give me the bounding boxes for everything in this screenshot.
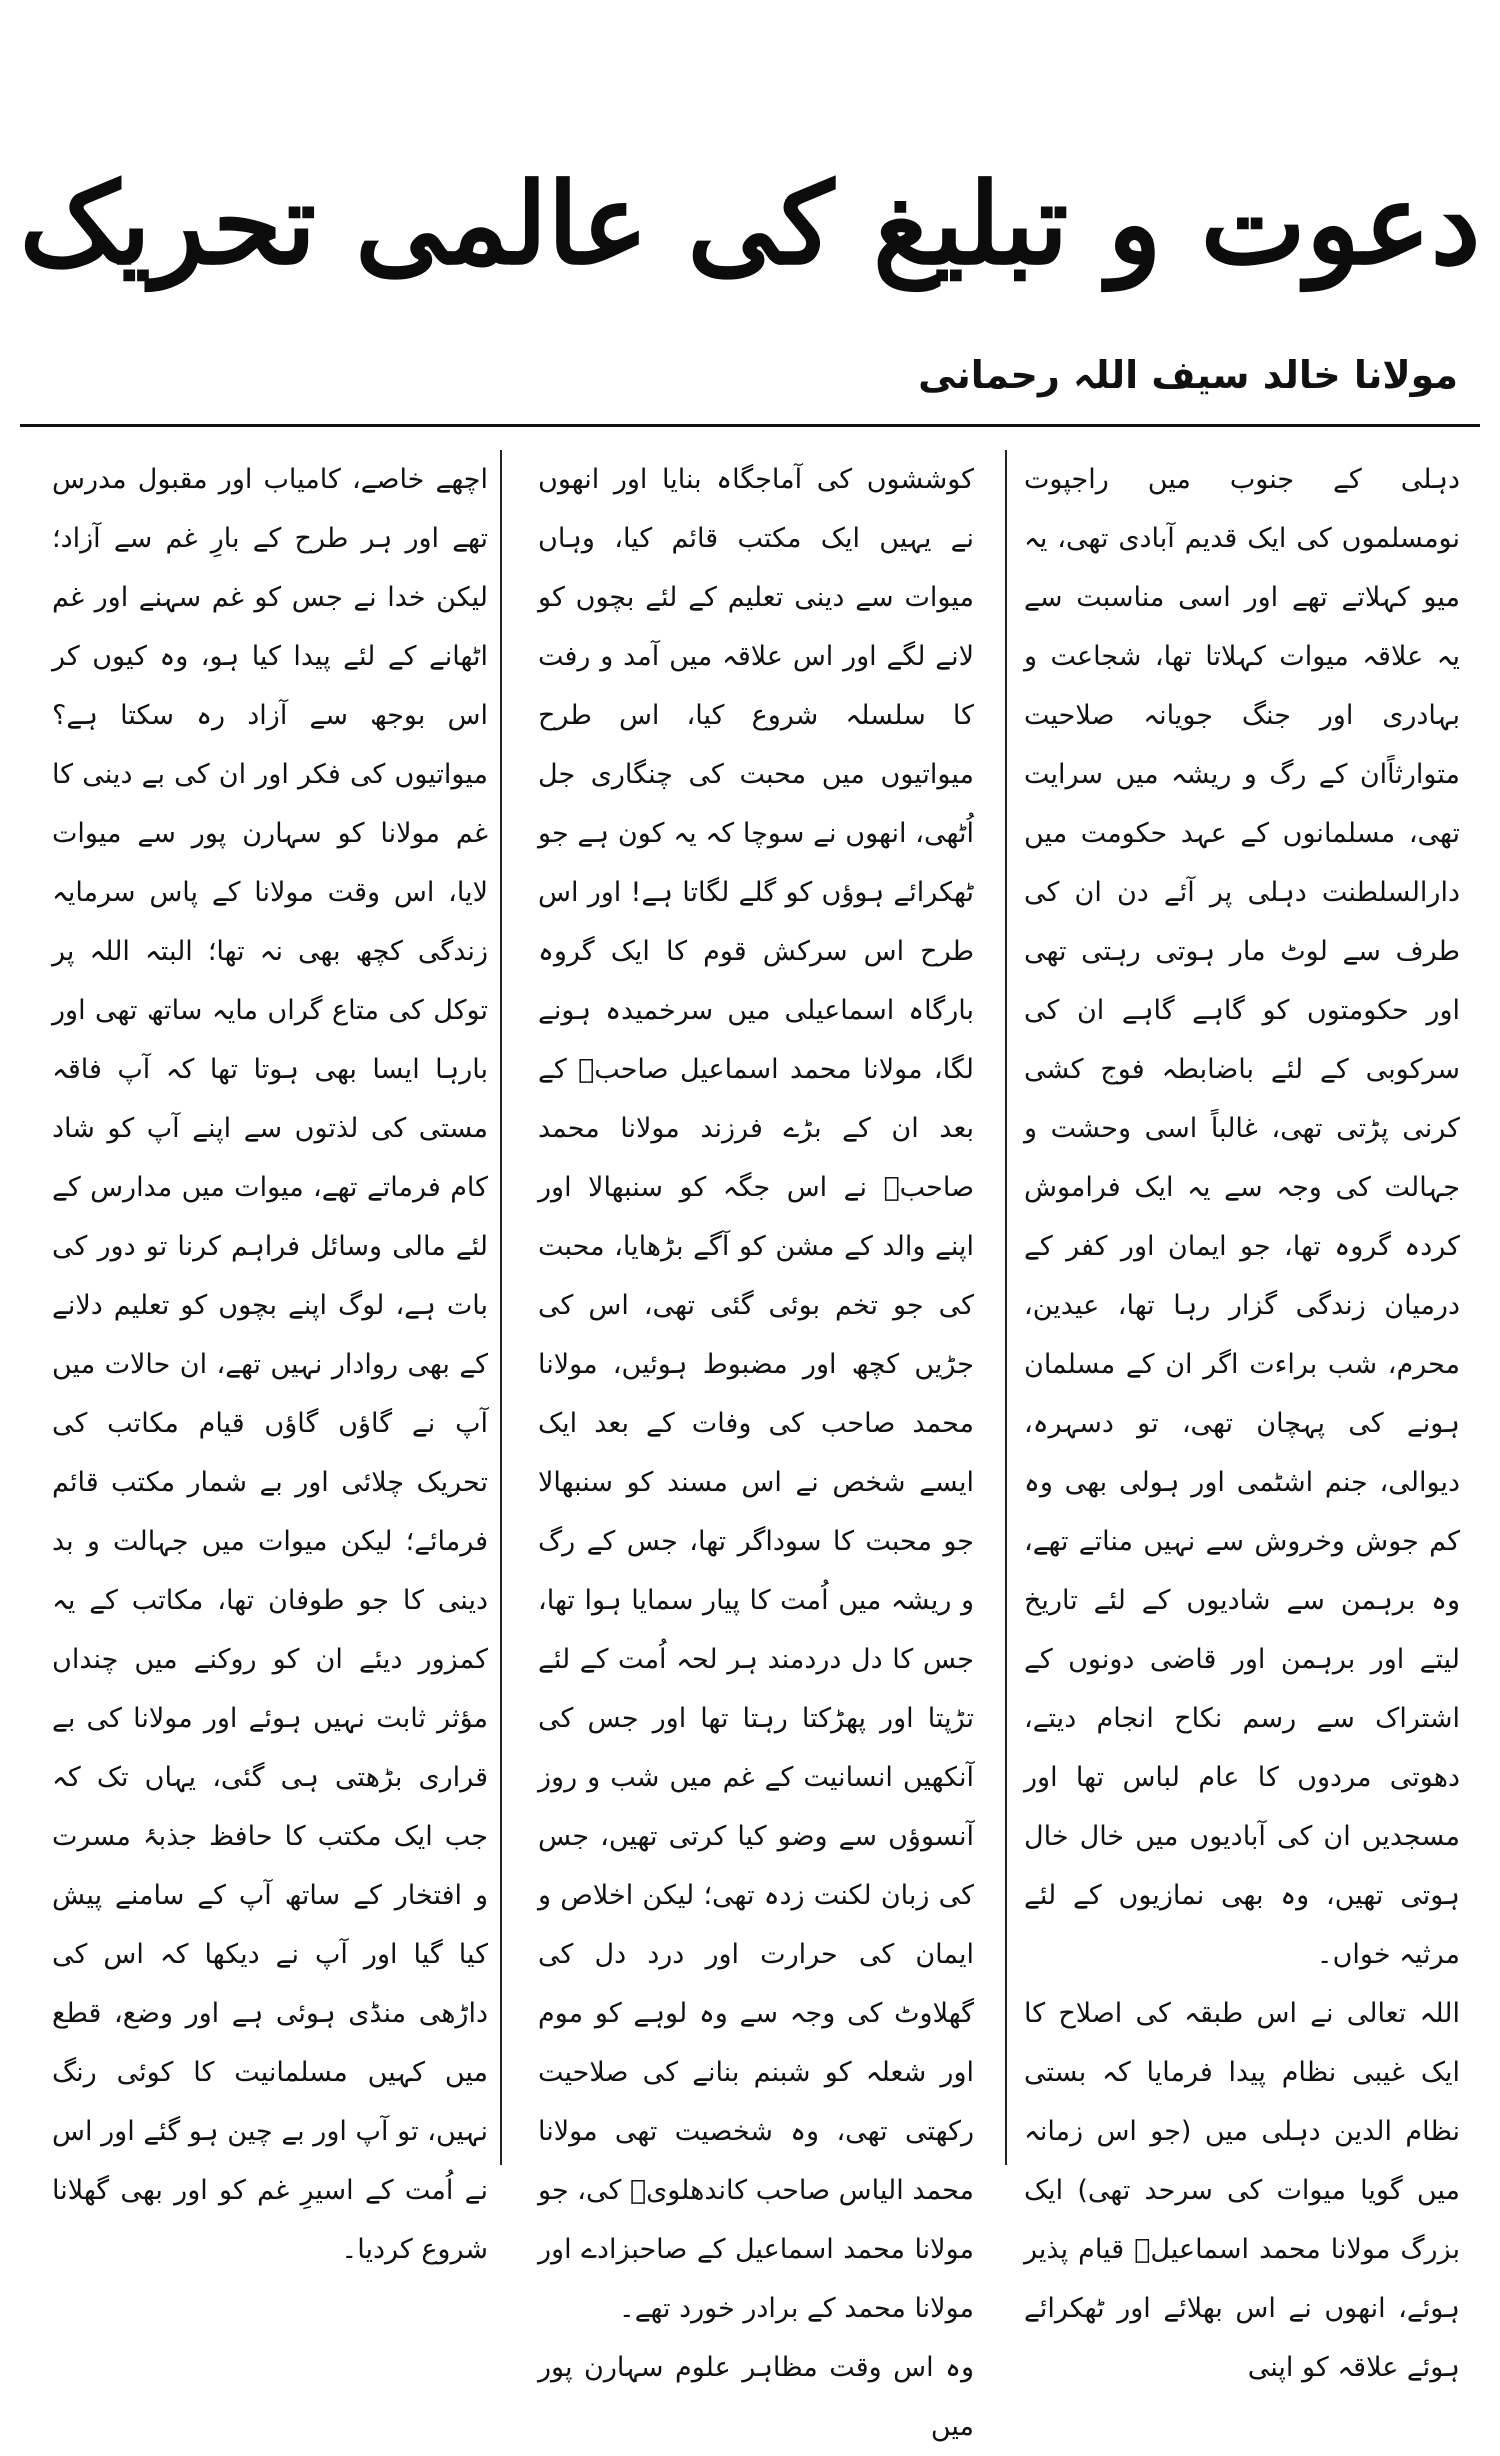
text-column-2 <box>538 450 974 2442</box>
paragraph: اللہ تعالی نے اس طبقہ کی اصلاح کا ایک غیبی نظام پیدا فرمایا کہ بستی نظام الدین دہلی میں (جو اس زمانہ میں گویا میوات کی سرحد تھی) ایک بزرگ مولانا محمد اسماعیلؒ قیام پذیر ہوئے، انھوں نے اس بھلائے اور ٹھکرائے ہوئے علاقہ کو اپنی <box>1024 1998 1460 2383</box>
paragraph: کوششوں کی آماجگاہ بنایا اور انھوں نے یہیں ایک مکتب قائم کیا، وہاں میوات سے دینی تعلیم کے لئے بچوں کو لانے لگے اور اس علاقہ میں آمد و رفت کا سلسلہ شروع کیا، اس طرح میواتیوں میں محبت کی چنگاری جل اُٹھی، انھوں نے سوچا کہ یہ کون ہے جو ٹھکرائے ہوؤں کو گلے لگاتا ہے! اور اس طرح اس سرکش قوم کا ایک گروہ بارگاہ اسماعیلی میں سرخمیدہ ہونے لگا، مولانا محمد اسماعیل صاحبؒ کے بعد ان کے بڑے فرزند مولانا محمد صاحبؒ نے اس جگہ کو سنبھالا اور اپنے والد کے مشن کو آگے بڑھایا، محبت کی جو تخم بوئی گئی تھی، اس کی جڑیں کچھ اور مضبوط ہوئیں، مولانا محمد صاحب کی وفات کے بعد ایک ایسے شخص نے اس مسند کو سنبھالا جو محبت کا سوداگر تھا، جس کے رگ و ریشہ میں اُمت کا پیار سمایا ہوا تھا، جس کا دل دردمند ہر لحہ اُمت کے لئے تڑپتا اور پھڑکتا رہتا تھا اور جس کی آنکھیں انسانیت کے غم میں شب و روز آنسوؤں سے وضو کیا کرتی تھیں، جس کی زبان لکنت زدہ تھی؛ لیکن اخلاص و ایمان کی حرارت اور درد دل کی گھلاوٹ کی وجہ سے وہ لوہے کو موم اور شعلہ کو شبنم بنانے کی صلاحیت رکھتی تھی، وہ شخصیت تھی مولانا محمد الیاس صاحب کاندھلویؒ کی، جو مولانا محمد اسماعیل کے صاحبزادے اور مولانا محمد کے برادر خورد تھے۔ <box>538 464 974 2324</box>
column-divider <box>500 450 502 2165</box>
text-column-1 <box>1024 450 1460 2383</box>
article-title: دعوت و تبلیغ کی عالمی تحریک <box>19 159 1481 290</box>
paragraph: اچھے خاصے، کامیاب اور مقبول مدرس تھے اور ہر طرح کے بارِ غم سے آزاد؛ لیکن خدا نے جس کو غم سہنے اور غم اٹھانے کے لئے پیدا کیا ہو، وہ کیوں کر اس بوجھ سے آزاد رہ سکتا ہے؟ میواتیوں کی فکر اور ان کی بے دینی کا غم مولانا کو سہارن پور سے میوات لایا، اس وقت مولانا کے پاس سرمایہ زندگی کچھ بھی نہ تھا؛ البتہ اللہ پر توکل کی متاع گراں مایہ ساتھ تھی اور بارہا ایسا بھی ہوتا تھا کہ آپ فاقہ مستی کی لذتوں سے اپنے آپ کو شاد کام فرماتے تھے، میوات میں مدارس کے لئے مالی وسائل فراہم کرنا تو دور کی بات ہے، لوگ اپنے بچوں کو تعلیم دلانے کے بھی روادار نہیں تھے، ان حالات میں آپ نے گاؤں گاؤں قیام مکاتب کی تحریک چلائی اور بے شمار مکتب قائم فرمائے؛ لیکن میوات میں جہالت و بد دینی کا جو طوفان تھا، مکاتب کے یہ کمزور دیئے ان کو روکنے میں چنداں مؤثر ثابت نہیں ہوئے اور مولانا کی بے قراری بڑھتی ہی گئی، یہاں تک کہ جب ایک مکتب کا حافظ جذبۂ مسرت و افتخار کے ساتھ آپ کے سامنے پیش کیا گیا اور آپ نے دیکھا کہ اس کی داڑھی منڈی ہوئی ہے اور وضع، قطع میں کہیں مسلمانیت کا کوئی رنگ نہیں، تو آپ اور بے چین ہو گئے اور اس نے اُمت کے اسیرِ غم کو اور بھی گھلانا شروع کردیا۔ <box>52 464 488 2265</box>
article-author: مولانا خالد سیف اللہ رحمانی <box>918 353 1458 397</box>
column-divider <box>1005 450 1007 2165</box>
paragraph: وہ اس وقت مظاہر علوم سہارن پور میں <box>538 2352 974 2442</box>
header-divider <box>20 424 1480 427</box>
paragraph: دہلی کے جنوب میں راجپوت نومسلموں کی ایک قدیم آبادی تھی، یہ میو کہلاتے تھے اور اسی مناسبت سے یہ علاقہ میوات کہلاتا تھا، شجاعت و بہادری اور جنگ جویانہ صلاحیت متوارثاًان کے رگ و ریشہ میں سرایت تھی، مسلمانوں کے عہد حکومت میں دارالسلطنت دہلی پر آئے دن ان کی طرف سے لوٹ مار ہوتی رہتی تھی اور حکومتوں کو گاہے گاہے ان کی سرکوبی کے لئے باضابطہ فوج کشی کرنی پڑتی تھی، غالباً اسی وحشت و جہالت کی وجہ سے یہ ایک فراموش کردہ گروہ تھا، جو ایمان اور کفر کے درمیان زندگی گزار رہا تھا، عیدین، محرم، شب براءت اگر ان کے مسلمان ہونے کی پہچان تھی، تو دسہرہ، دیوالی، جنم اشٹمی اور ہولی بھی وہ کم جوش وخروش سے نہیں مناتے تھے، وہ برہمن سے شادیوں کے لئے تاریخ لیتے اور برہمن اور قاضی دونوں کے اشتراک سے رسم نکاح انجام دیتے، دھوتی مردوں کا عام لباس تھا اور مسجدیں ان کی آبادیوں میں خال خال ہوتی تھیں، وہ بھی نمازیوں کے لئے مرثیہ خواں۔ <box>1024 464 1460 1970</box>
text-column-3 <box>52 450 488 2265</box>
